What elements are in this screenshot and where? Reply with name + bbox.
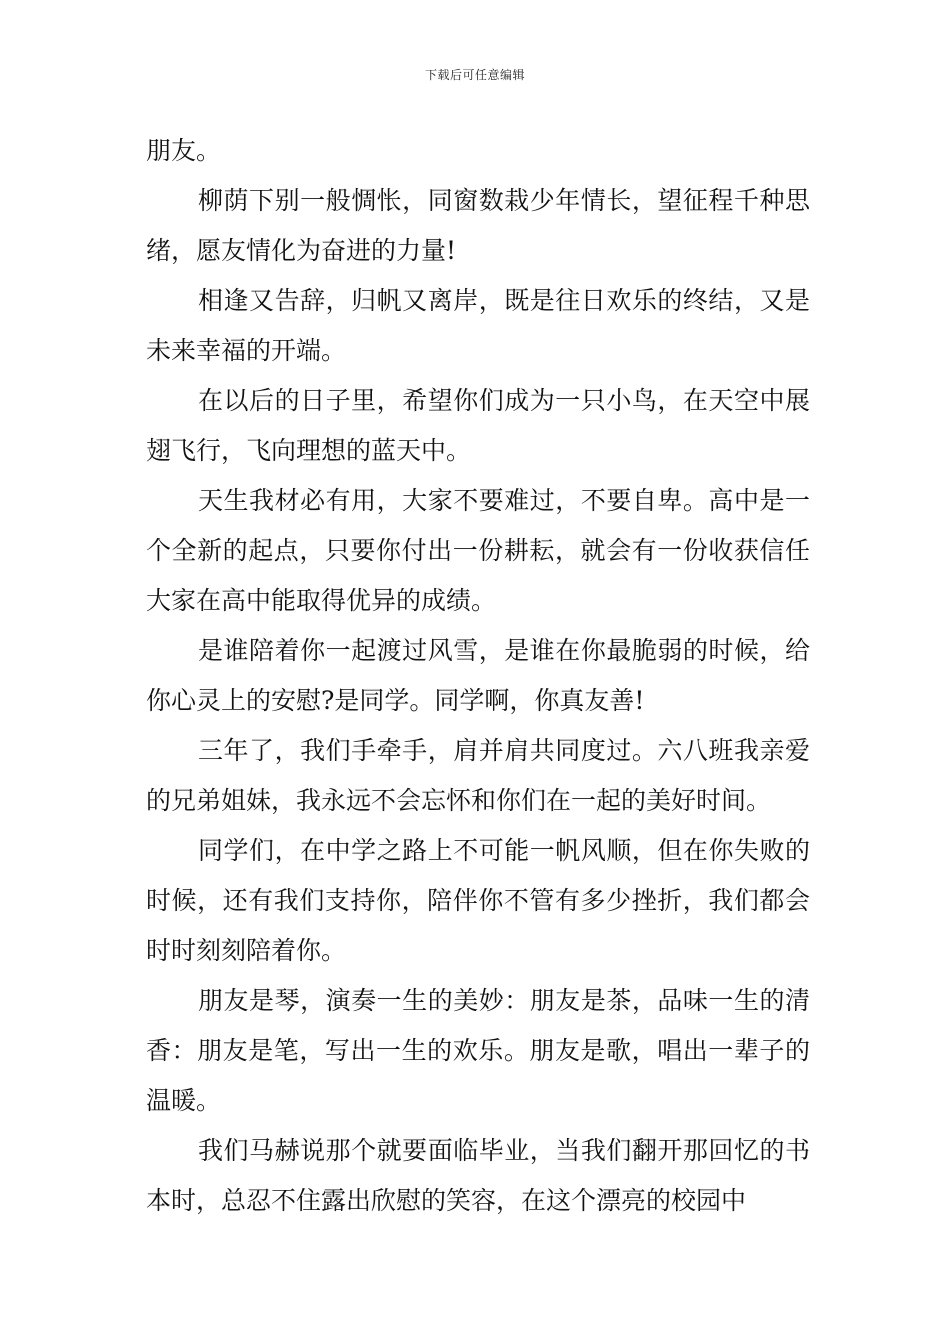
paragraph: 相逢又告辞，归帆又离岸，既是往日欢乐的终结，又是未来幸福的开端。 [146,286,810,365]
paragraph-continuation: 朋友。 [146,136,222,165]
paragraph: 在以后的日子里，希望你们成为一只小鸟，在天空中展翅飞行，飞向理想的蓝天中。 [146,386,810,465]
document-body [146,126,810,1226]
paragraph: 同学们，在中学之路上不可能一帆风顺，但在你失败的时候，还有我们支持你，陪伴你不管有多少挫折，我们都会时时刻刻陪着你。 [146,836,810,965]
page-header: 下载后可任意编辑 [424,68,525,82]
paragraph: 柳荫下别一般惆怅，同窗数栽少年情长，望征程千种思绪，愿友情化为奋进的力量! [146,186,810,265]
paragraph: 是谁陪着你一起渡过风雪，是谁在你最脆弱的时候，给你心灵上的安慰?是同学。同学啊，你真友善! [146,636,810,715]
paragraph: 天生我材必有用，大家不要难过，不要自卑。高中是一个全新的起点，只要你付出一份耕耘，就会有一份收获信任大家在高中能取得优异的成绩。 [146,486,810,615]
paragraph: 我们马赫说那个就要面临毕业，当我们翻开那回忆的书本时，总忍不住露出欣慰的笑容，在这个漂亮的校园中 [146,1136,810,1215]
paragraph: 三年了，我们手牵手，肩并肩共同度过。六八班我亲爱的兄弟姐妹，我永远不会忘怀和你们在一起的美好时间。 [146,736,810,815]
paragraph: 朋友是琴，演奏一生的美妙：朋友是茶，品味一生的清香：朋友是笔，写出一生的欢乐。朋友是歌，唱出一辈子的温暖。 [146,986,810,1115]
